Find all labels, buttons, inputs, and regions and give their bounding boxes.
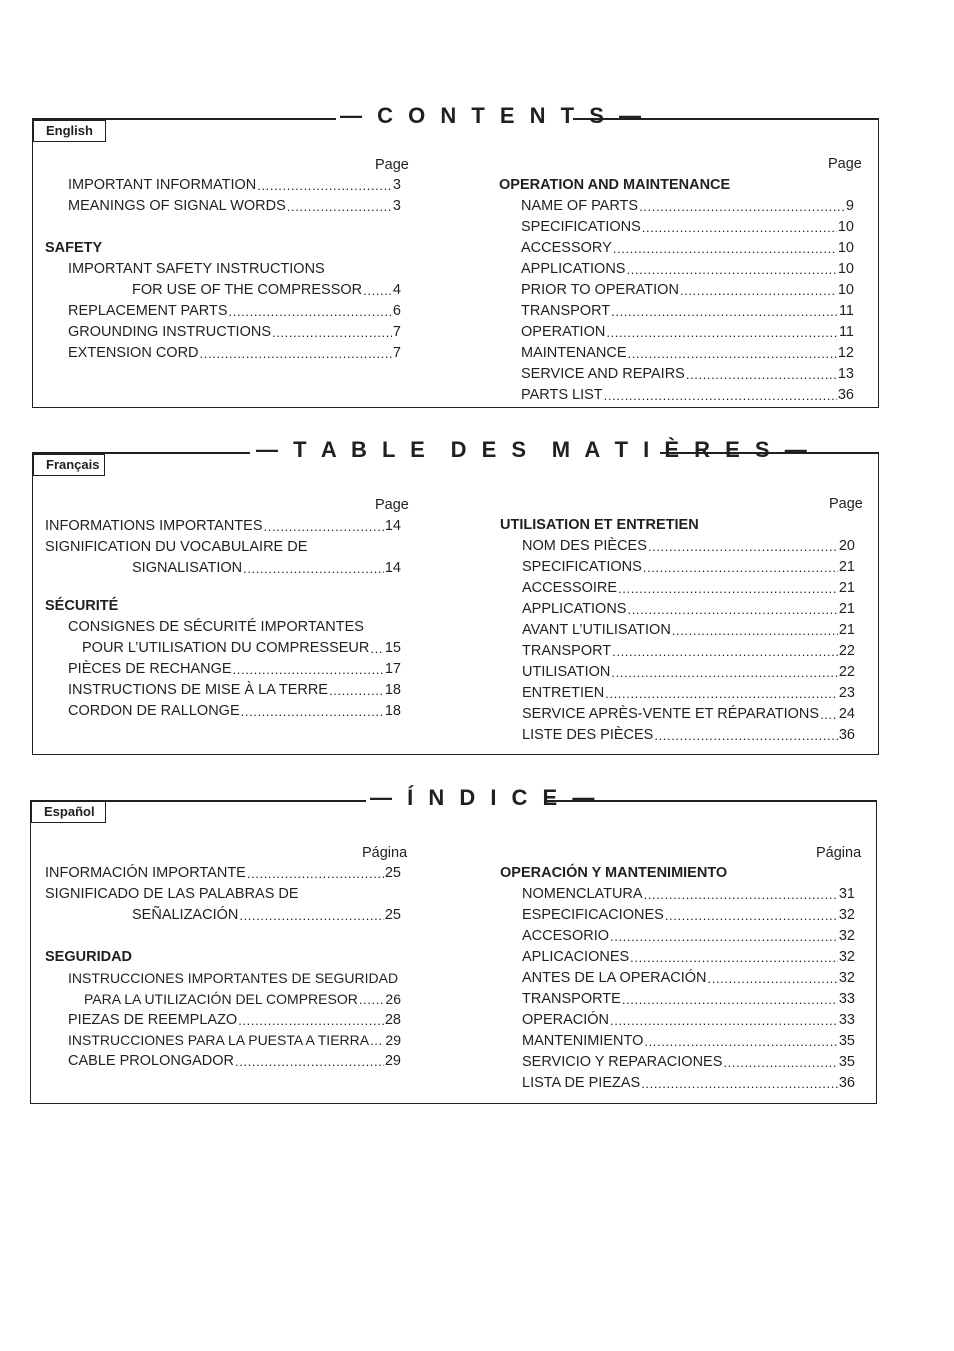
toc-page-number: 9 xyxy=(845,198,854,214)
toc-entry xyxy=(132,558,401,579)
toc-entry-label: EXTENSION CORD xyxy=(68,345,199,361)
toc-entry xyxy=(521,259,854,280)
toc-page-number: 13 xyxy=(837,366,854,382)
toc-page-number: 32 xyxy=(838,907,855,923)
dot-leader xyxy=(229,301,392,322)
toc-entry-label: ACCESSORY xyxy=(521,240,612,256)
toc-entry xyxy=(521,280,854,301)
page-column-label: Page xyxy=(375,157,409,173)
dot-leader xyxy=(359,989,385,1010)
toc-entry-label: NOMENCLATURA xyxy=(522,886,643,902)
toc-entry-label: ESPECIFICACIONES xyxy=(522,907,664,923)
toc-entry xyxy=(68,175,401,196)
toc-entry-label: OPERATION xyxy=(521,324,606,340)
dot-leader xyxy=(370,638,384,659)
dot-leader xyxy=(680,280,837,301)
toc-entry xyxy=(84,989,401,1010)
toc-page-number: 28 xyxy=(384,1012,401,1028)
dot-leader xyxy=(639,196,845,217)
toc-entry xyxy=(68,1030,401,1051)
toc-entry-label: IMPORTANT INFORMATION xyxy=(68,177,257,193)
toc-entry-text: SIGNIFICATION DU VOCABULAIRE DE xyxy=(45,539,308,555)
toc-entry xyxy=(521,385,854,406)
toc-entry xyxy=(68,659,401,680)
toc-entry xyxy=(522,884,855,905)
toc-page-number: 32 xyxy=(838,970,855,986)
toc-entry xyxy=(521,301,854,322)
dot-leader xyxy=(611,301,838,322)
toc-page-number: 14 xyxy=(384,518,401,534)
toc-entry-label: UTILISATION xyxy=(522,664,611,680)
toc-category: UTILISATION ET ENTRETIEN xyxy=(500,517,699,533)
toc-entry-label: TRANSPORT xyxy=(521,303,611,319)
toc-page-number: 10 xyxy=(837,219,854,235)
page-column-label: Página xyxy=(362,845,408,861)
toc-page-number: 31 xyxy=(838,886,855,902)
toc-entry-label: APPLICATIONS xyxy=(522,601,627,617)
dot-leader xyxy=(630,947,838,968)
dot-leader xyxy=(287,196,392,217)
toc-page-number: 22 xyxy=(838,643,855,659)
page-column-label: Page xyxy=(375,497,409,513)
toc-entry xyxy=(522,926,855,947)
toc-entry-label: MAINTENANCE xyxy=(521,345,627,361)
toc-entry-label: OPERACIÓN xyxy=(522,1012,610,1028)
toc-page-number: 29 xyxy=(384,1053,401,1069)
toc-page-number: 25 xyxy=(384,907,401,923)
dot-leader xyxy=(641,1073,838,1094)
toc-page-number: 22 xyxy=(838,664,855,680)
dot-leader xyxy=(618,578,838,599)
dot-leader xyxy=(723,1052,837,1073)
dot-leader xyxy=(672,620,838,641)
toc-page-number: 12 xyxy=(837,345,854,361)
toc-entry xyxy=(521,238,854,259)
dot-leader xyxy=(329,680,384,701)
dot-leader xyxy=(642,217,837,238)
toc-page-number: 29 xyxy=(385,1032,401,1048)
language-tab: Español xyxy=(31,801,106,823)
toc-page-number: 3 xyxy=(392,198,401,214)
toc-entry xyxy=(522,578,855,599)
toc-entry-label: PIÈCES DE RECHANGE xyxy=(68,661,232,677)
dot-leader xyxy=(622,989,838,1010)
toc-entry xyxy=(522,1052,855,1073)
toc-page-number: 15 xyxy=(384,640,401,656)
dot-leader xyxy=(628,343,837,364)
toc-entry-label: NOM DES PIÈCES xyxy=(522,538,647,554)
toc-entry-label: INSTRUCTIONS DE MISE À LA TERRE xyxy=(68,682,328,698)
dot-leader xyxy=(611,662,838,683)
toc-page-number: 21 xyxy=(838,622,855,638)
toc-entry-label: SIGNALISATION xyxy=(132,560,243,576)
toc-entry xyxy=(45,516,401,537)
toc-page-number: 7 xyxy=(392,324,401,340)
toc-entry xyxy=(521,322,854,343)
dot-leader xyxy=(605,683,838,704)
toc-page-number: 25 xyxy=(384,865,401,881)
dot-leader xyxy=(610,926,838,947)
section-heading xyxy=(256,436,812,464)
toc-entry xyxy=(522,662,855,683)
dot-leader xyxy=(627,599,837,620)
toc-entry-label: INSTRUCCIONES PARA LA PUESTA A TIERRA xyxy=(68,1032,370,1048)
toc-entry xyxy=(68,1051,401,1072)
toc-page-number: 36 xyxy=(838,1075,855,1091)
page-column-label: Página xyxy=(816,845,862,861)
dot-leader xyxy=(370,1030,384,1051)
toc-entry-label: LISTA DE PIEZAS xyxy=(522,1075,641,1091)
toc-entry xyxy=(68,322,401,343)
toc-entry xyxy=(522,683,855,704)
toc-entry-label: GROUNDING INSTRUCTIONS xyxy=(68,324,271,340)
toc-entry-label: PIEZAS DE REEMPLAZO xyxy=(68,1012,238,1028)
toc-entry xyxy=(45,863,401,884)
toc-entry-label: SERVICIO Y REPARACIONES xyxy=(522,1054,723,1070)
toc-category: OPERACIÓN Y MANTENIMIENTO xyxy=(500,865,728,881)
toc-page-number: 18 xyxy=(384,682,401,698)
toc-entry-label: SPECIFICATIONS xyxy=(521,219,641,235)
toc-entry-text: SIGNIFICADO DE LAS PALABRAS DE xyxy=(45,886,299,902)
toc-page-number: 36 xyxy=(838,727,855,743)
toc-category: SÉCURITÉ xyxy=(45,598,119,614)
toc-entry xyxy=(68,1010,401,1031)
toc-entry xyxy=(68,343,401,364)
toc-entry xyxy=(521,343,854,364)
toc-page-number: 26 xyxy=(385,991,401,1007)
toc-entry-label: CORDON DE RALLONGE xyxy=(68,703,240,719)
dot-leader xyxy=(644,884,838,905)
toc-entry xyxy=(522,1031,855,1052)
toc-page-number: 24 xyxy=(838,706,855,722)
toc-entry xyxy=(522,905,855,926)
toc-page-number: 18 xyxy=(384,703,401,719)
toc-page-number: 35 xyxy=(838,1054,855,1070)
language-tab: Français xyxy=(33,454,105,476)
toc-entry xyxy=(522,620,855,641)
dot-leader xyxy=(665,905,838,926)
dot-leader xyxy=(648,536,838,557)
toc-entry-label: REPLACEMENT PARTS xyxy=(68,303,228,319)
dot-leader xyxy=(820,704,838,725)
toc-entry-label: AVANT L’UTILISATION xyxy=(522,622,671,638)
toc-entry-label: ACCESORIO xyxy=(522,928,610,944)
toc-entry xyxy=(521,217,854,238)
toc-entry-label: POUR L’UTILISATION DU COMPRESSEUR xyxy=(82,640,370,656)
dot-leader xyxy=(626,259,836,280)
toc-entry xyxy=(522,947,855,968)
dot-leader xyxy=(610,1010,838,1031)
toc-entry-label: PARTS LIST xyxy=(521,387,603,403)
toc-page-number: 14 xyxy=(384,560,401,576)
section-heading: — C O N T E N T S — xyxy=(340,103,646,128)
dot-leader xyxy=(239,905,384,926)
toc-entry-label: PRIOR TO OPERATION xyxy=(521,282,679,298)
toc-entry-label: SERVICE APRÈS-VENTE ET RÉPARATIONS xyxy=(522,706,820,722)
dot-leader xyxy=(604,385,837,406)
toc-page-number: 10 xyxy=(837,240,854,256)
toc-entry-label: NAME OF PARTS xyxy=(521,198,639,214)
dot-leader xyxy=(233,659,384,680)
toc-entry xyxy=(132,905,401,926)
toc-entry xyxy=(82,638,401,659)
toc-page-number: 11 xyxy=(838,303,854,319)
dot-leader xyxy=(257,175,392,196)
toc-entry-label: SPECIFICATIONS xyxy=(522,559,642,575)
dot-leader xyxy=(606,322,838,343)
dot-leader xyxy=(247,863,384,884)
dot-leader xyxy=(272,322,392,343)
toc-entry xyxy=(522,599,855,620)
dot-leader xyxy=(200,343,392,364)
dot-leader xyxy=(644,1031,837,1052)
toc-page-number: 20 xyxy=(838,538,855,554)
toc-entry-label: APLICACIONES xyxy=(522,949,630,965)
toc-entry-text: INSTRUCCIONES IMPORTANTES DE SEGURIDAD xyxy=(68,970,399,986)
toc-entry-label: TRANSPORT xyxy=(522,643,612,659)
toc-entry xyxy=(522,968,855,989)
toc-entry-label: CABLE PROLONGADOR xyxy=(68,1053,234,1069)
dot-leader xyxy=(643,557,838,578)
toc-page-number: 32 xyxy=(838,928,855,944)
toc-entry-text: IMPORTANT SAFETY INSTRUCTIONS xyxy=(68,261,325,277)
toc-entry-label: ACCESSOIRE xyxy=(522,580,618,596)
toc-entry-label: INFORMATIONS IMPORTANTES xyxy=(45,518,263,534)
dot-leader xyxy=(686,364,837,385)
toc-entry-label: ENTRETIEN xyxy=(522,685,605,701)
toc-entry-label: FOR USE OF THE COMPRESSOR xyxy=(132,282,363,298)
toc-page-number: 35 xyxy=(838,1033,855,1049)
toc-entry-label: TRANSPORTE xyxy=(522,991,621,1007)
toc-page-number: 21 xyxy=(838,559,855,575)
toc-entry xyxy=(522,725,855,746)
language-tab: English xyxy=(33,120,106,142)
toc-entry-label: MEANINGS OF SIGNAL WORDS xyxy=(68,198,286,214)
page-column-label: Page xyxy=(829,496,863,512)
section-heading: — Í N D I C E — xyxy=(370,785,599,810)
toc-page-number: 11 xyxy=(838,324,854,340)
dot-leader xyxy=(612,641,838,662)
toc-entry xyxy=(522,536,855,557)
toc-page-number: 6 xyxy=(392,303,401,319)
toc-entry xyxy=(522,704,855,725)
toc-entry-label: PARA LA UTILIZACIÓN DEL COMPRESOR xyxy=(84,991,358,1007)
toc-category: OPERATION AND MAINTENANCE xyxy=(499,177,731,193)
dot-leader xyxy=(708,968,838,989)
toc-category: SAFETY xyxy=(45,240,103,256)
section-heading-text: — T A B L E D E S M A T I È R E S — xyxy=(256,437,812,462)
toc-entry-text: CONSIGNES DE SÉCURITÉ IMPORTANTES xyxy=(68,619,364,635)
toc-entry xyxy=(521,196,854,217)
toc-entry xyxy=(68,701,401,722)
toc-entry xyxy=(522,557,855,578)
toc-entry xyxy=(522,1073,855,1094)
toc-page-number: 23 xyxy=(838,685,855,701)
toc-entry xyxy=(522,641,855,662)
dot-leader xyxy=(241,701,384,722)
toc-entry-label: MANTENIMIENTO xyxy=(522,1033,644,1049)
toc-entry-label: SERVICE AND REPAIRS xyxy=(521,366,685,382)
dot-leader xyxy=(238,1010,384,1031)
toc-entry-label: ANTES DE LA OPERACIÓN xyxy=(522,970,707,986)
dot-leader xyxy=(235,1051,384,1072)
toc-page-number: 36 xyxy=(837,387,854,403)
toc-entry xyxy=(522,1010,855,1031)
toc-page-number: 21 xyxy=(838,601,855,617)
toc-entry xyxy=(68,196,401,217)
toc-page-number: 10 xyxy=(837,261,854,277)
toc-page-number: 32 xyxy=(838,949,855,965)
toc-page-number: 7 xyxy=(392,345,401,361)
toc-entry xyxy=(521,364,854,385)
toc-page-number: 4 xyxy=(392,282,401,298)
dot-leader xyxy=(363,280,392,301)
toc-category: SEGURIDAD xyxy=(45,949,133,965)
toc-entry xyxy=(68,301,401,322)
toc-entry xyxy=(132,280,401,301)
toc-page-number: 10 xyxy=(837,282,854,298)
toc-entry-label: SEÑALIZACIÓN xyxy=(132,907,239,923)
dot-leader xyxy=(654,725,838,746)
toc-page-number: 3 xyxy=(392,177,401,193)
toc-entry xyxy=(68,680,401,701)
dot-leader xyxy=(264,516,384,537)
dot-leader xyxy=(243,558,384,579)
toc-entry-label: INFORMACIÓN IMPORTANTE xyxy=(45,865,246,881)
toc-page-number: 33 xyxy=(838,1012,855,1028)
dot-leader xyxy=(613,238,837,259)
page-column-label: Page xyxy=(828,156,862,172)
toc-page-number: 17 xyxy=(384,661,401,677)
toc-entry-label: APPLICATIONS xyxy=(521,261,626,277)
toc-page-number: 33 xyxy=(838,991,855,1007)
toc-entry-label: LISTE DES PIÈCES xyxy=(522,727,654,743)
toc-page-number: 21 xyxy=(838,580,855,596)
toc-entry xyxy=(522,989,855,1010)
